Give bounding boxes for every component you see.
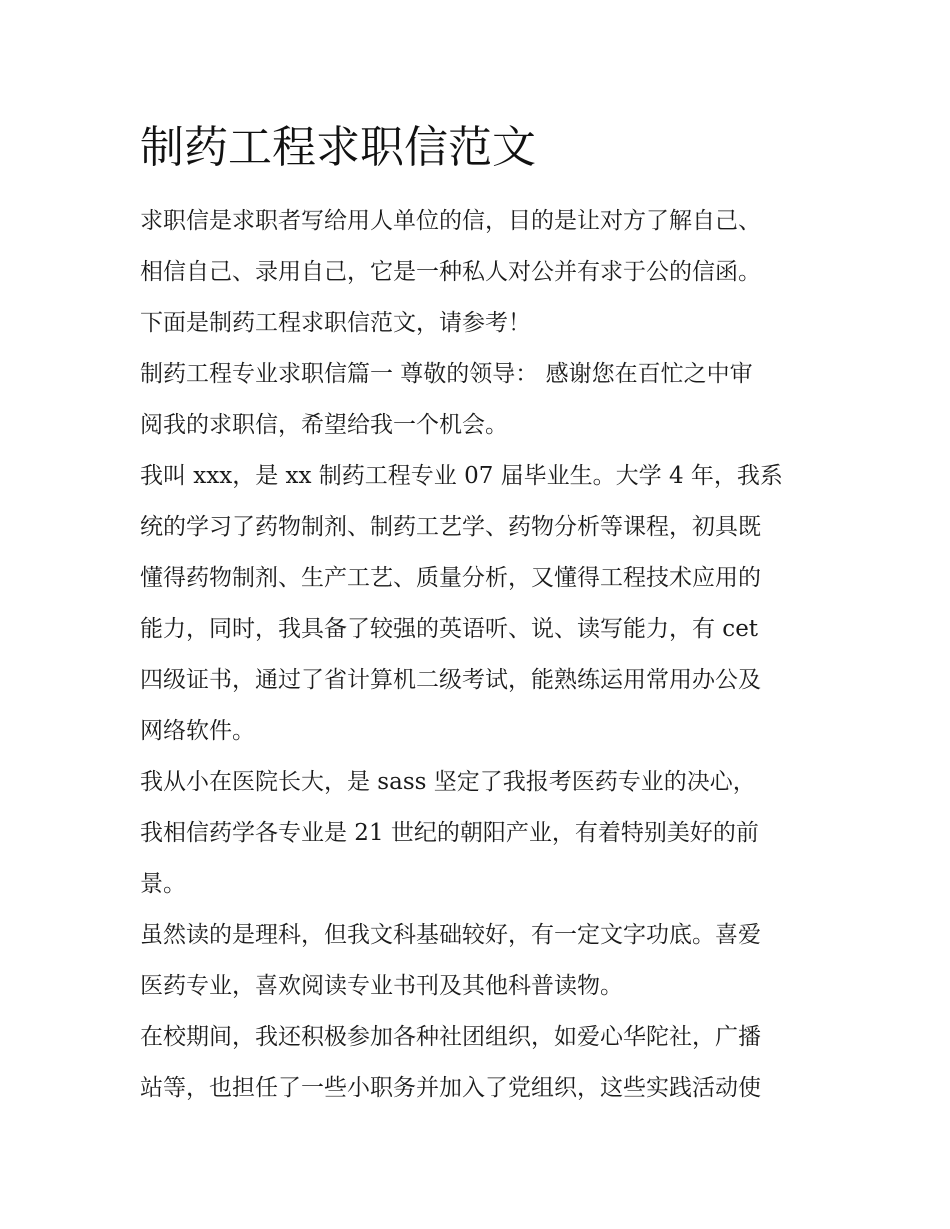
body-line: 我从小在医院长大，是 sass 坚定了我报考医药专业的决心， [140,769,756,795]
document-title: 制药工程求职信范文 [140,122,536,173]
body-line: 下面是制药工程求职信范文，请参考！ [140,310,531,336]
body-line: 医药专业，喜欢阅读专业书刊及其他科普读物。 [140,973,623,999]
body-line: 能力，同时，我具备了较强的英语听、说、读写能力，有 cet [140,616,759,642]
body-line: 制药工程专业求职信篇一 尊敬的领导： 感谢您在百忙之中审 [140,361,753,387]
body-line: 求职信是求职者写给用人单位的信，目的是让对方了解自己、 [140,208,761,234]
body-line: 懂得药物制剂、生产工艺、质量分析，又懂得工程技术应用的 [140,565,761,591]
body-line: 网络软件。 [140,718,255,744]
body-line: 相信自己、录用自己，它是一种私人对公并有求于公的信函。 [140,259,761,285]
body-line: 统的学习了药物制剂、制药工艺学、药物分析等课程，初具既 [140,514,761,540]
body-line: 虽然读的是理科，但我文科基础较好，有一定文字功底。喜爱 [140,922,761,948]
body-line: 景。 [140,871,186,897]
body-line: 阅我的求职信，希望给我一个机会。 [140,412,508,438]
body-line: 站等，也担任了一些小职务并加入了党组织，这些实践活动使 [140,1075,761,1101]
body-line: 四级证书，通过了省计算机二级考试，能熟练运用常用办公及 [140,667,761,693]
body-line: 我叫 xxx，是 xx 制药工程专业 07 届毕业生。大学 4 年，我系 [140,463,783,489]
document-body [140,196,820,1114]
body-line: 我相信药学各专业是 21 世纪的朝阳产业，有着特别美好的前 [140,820,759,846]
body-line: 在校期间，我还积极参加各种社团组织，如爱心华陀社，广播 [140,1024,761,1050]
